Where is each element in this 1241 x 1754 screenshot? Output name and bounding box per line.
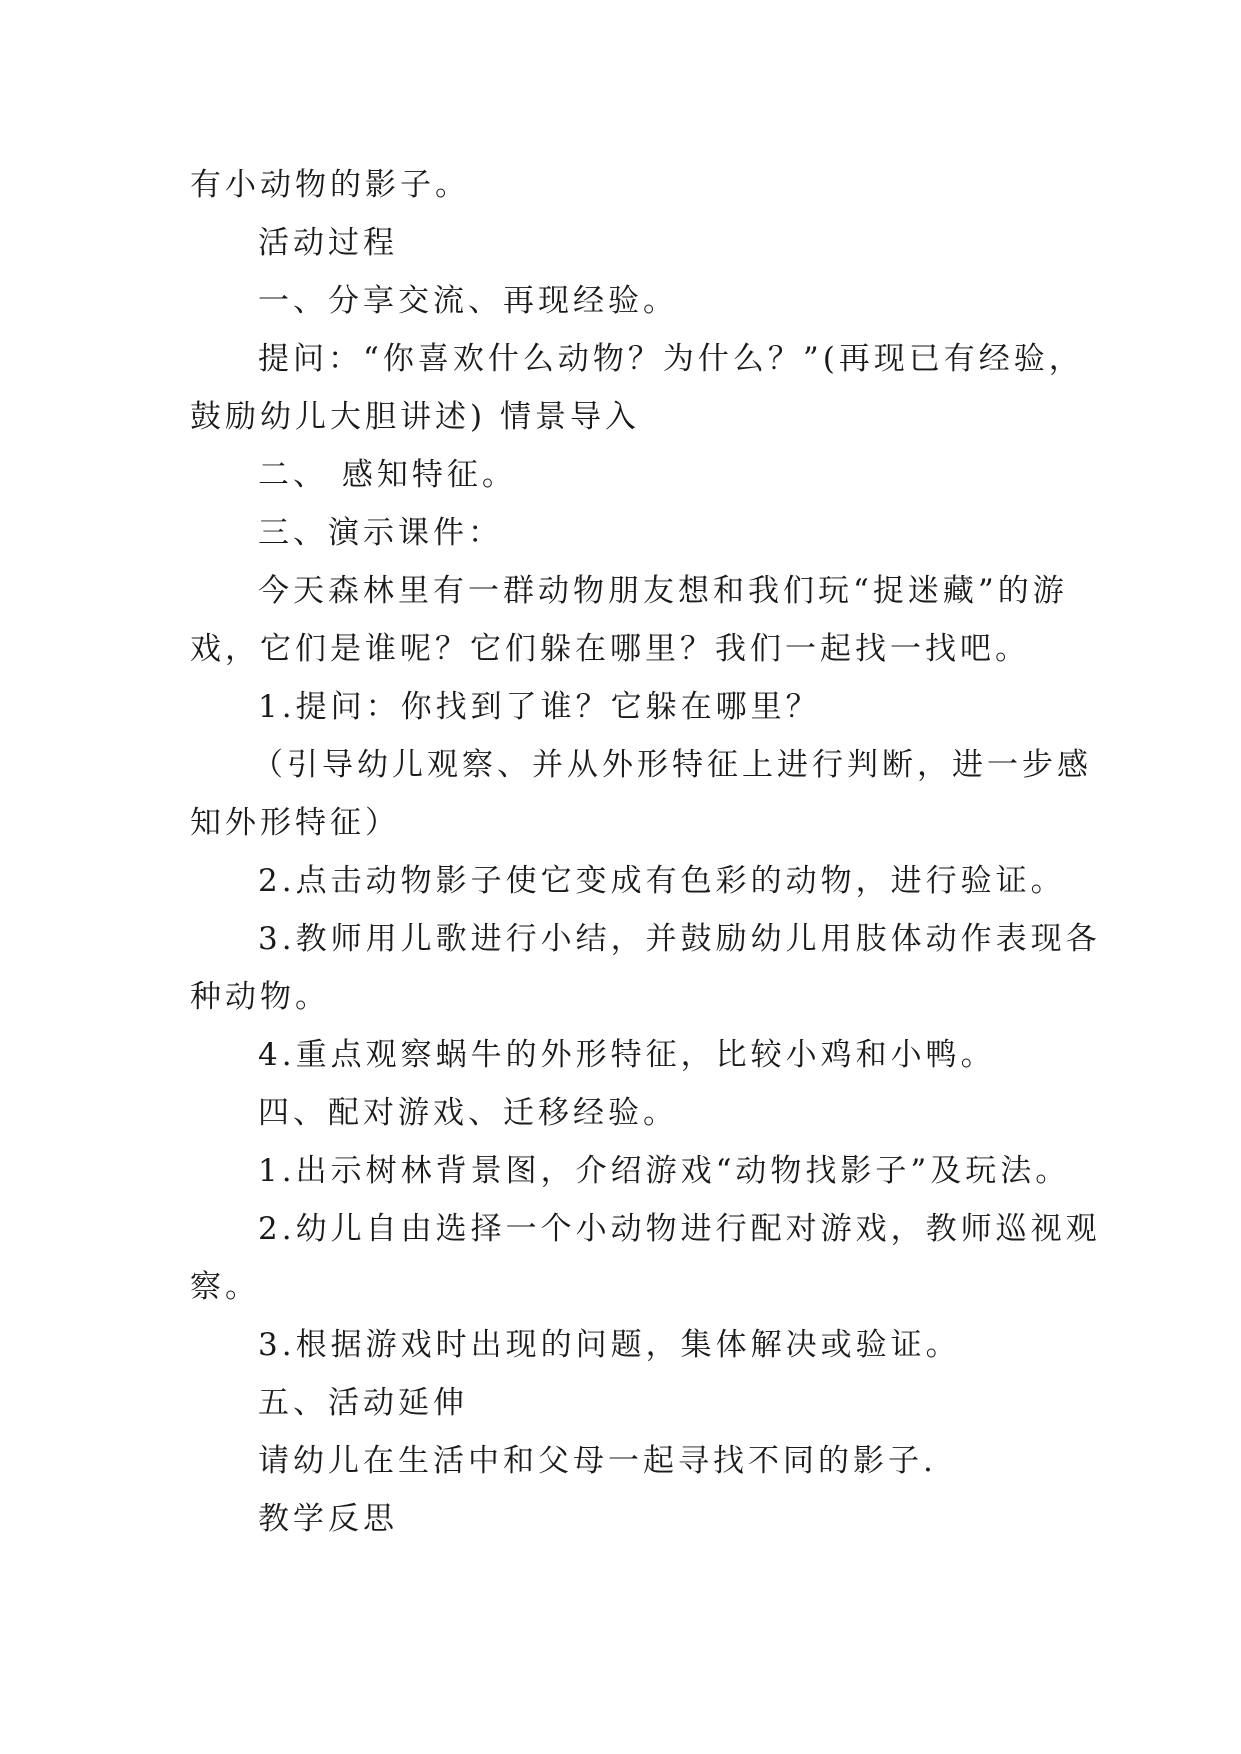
section-heading: 五、活动延伸 <box>258 1385 468 1421</box>
section-heading: 四、配对游戏、迁移经验。 <box>258 1095 678 1131</box>
text-line: 鼓励幼儿大胆讲述) 情景导入 <box>190 399 640 435</box>
list-item: 1.出示树林背景图，介绍游戏“动物找影子”及玩法。 <box>258 1153 1071 1189</box>
text-line: 知外形特征） <box>190 805 400 841</box>
list-item: 4.重点观察蜗牛的外形特征，比较小鸡和小鸭。 <box>258 1037 996 1073</box>
text-line: 戏，它们是谁呢？它们躲在哪里？我们一起找一找吧。 <box>190 631 1030 667</box>
text-line: 请幼儿在生活中和父母一起寻找不同的影子. <box>258 1443 937 1479</box>
list-item: 2.点击动物影子使它变成有色彩的动物，进行验证。 <box>258 863 1066 899</box>
text-line: 提问：“你喜欢什么动物？为什么？”(再现已有经验， <box>258 341 1084 377</box>
text-line: 有小动物的影子。 <box>190 167 470 203</box>
list-item: 3.教师用儿歌进行小结，并鼓励幼儿用肢体动作表现各 <box>258 921 1101 957</box>
section-heading: 一、分享交流、再现经验。 <box>258 283 678 319</box>
list-item: 1.提问：你找到了谁？它躲在哪里？ <box>258 689 821 725</box>
list-item: 3.根据游戏时出现的问题，集体解决或验证。 <box>258 1327 961 1363</box>
list-item: 2.幼儿自由选择一个小动物进行配对游戏，教师巡视观 <box>258 1211 1101 1247</box>
section-heading: 活动过程 <box>258 225 398 261</box>
text-line: 今天森林里有一群动物朋友想和我们玩“捉迷藏”的游 <box>258 573 1068 609</box>
text-line: （引导幼儿观察、并从外形特征上进行判断，进一步感 <box>252 747 1092 783</box>
section-heading: 教学反思 <box>258 1501 398 1537</box>
text-line: 察。 <box>190 1269 260 1305</box>
section-heading: 二、 感知特征。 <box>258 457 517 493</box>
section-heading: 三、演示课件： <box>258 515 503 551</box>
text-line: 种动物。 <box>190 979 330 1015</box>
